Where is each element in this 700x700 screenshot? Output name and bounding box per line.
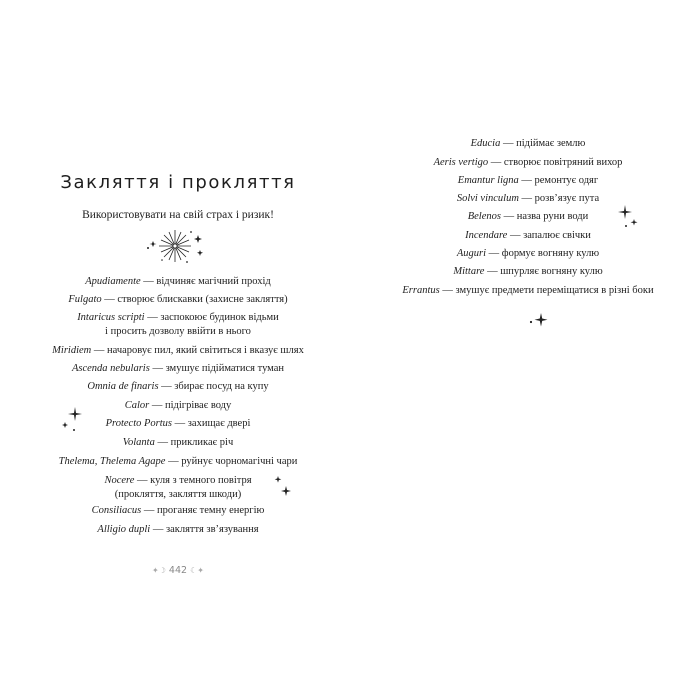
spell-description: — змушує предмети переміщатися в різні боки [440, 285, 654, 296]
spell-name: Fulgato [68, 294, 102, 305]
star-icon: ✦ [197, 566, 204, 575]
spell-description: — формує вогняну кулю [486, 248, 599, 259]
page-number [20, 565, 336, 576]
spell-entry [370, 137, 686, 151]
spell-name: Ascenda nebularis [71, 363, 150, 374]
spell-description: — запалює свічки [507, 230, 591, 241]
spell-description: — заспокоює будинок відьми [145, 312, 279, 323]
spell-description: — створює повітряний вихор [488, 157, 622, 168]
spell-description: — підіймає землю [500, 138, 585, 149]
spell-name: Nocere [104, 475, 135, 486]
spell-entry [20, 275, 336, 289]
spell-entry [20, 344, 336, 358]
spell-name: Alligio dupli [97, 524, 151, 535]
spell-name: Solvi vinculum [456, 193, 519, 204]
spell-name: Auguri [456, 248, 487, 259]
sparkle-icon [617, 203, 641, 231]
spell-description-continued: і просить дозволу ввійти в нього [105, 326, 251, 337]
spell-name: Educia [470, 138, 501, 149]
spell-name: Miridiem [52, 345, 92, 356]
spell-name: Intaricus scripti [77, 312, 145, 323]
spell-entry [20, 362, 336, 376]
spell-name: Omnia de finaris [87, 381, 159, 392]
spell-name: Aeris vertigo [433, 157, 489, 168]
spell-entry [20, 436, 336, 450]
spell-description: — куля з темного повітря [134, 475, 251, 486]
spell-description: — збирає посуд на купу [159, 381, 269, 392]
spell-name: Thelema, Thelema Agape [58, 456, 166, 467]
spell-description: — підігріває воду [149, 400, 231, 411]
spell-description: — закляття зв’язування [150, 524, 258, 535]
spell-entry [20, 311, 336, 339]
spell-name: Errantus [402, 285, 440, 296]
spell-description: — руйнує чорномагічні чари [165, 456, 297, 467]
spell-entry [370, 156, 686, 170]
spell-description: — розв’язує пута [519, 193, 599, 204]
spell-description: — змушує підійматися туман [150, 363, 284, 374]
page-subtitle: Використовувати на свій страх і ризик! [82, 209, 274, 221]
spell-entry [370, 174, 686, 188]
sparkle-icon [268, 474, 294, 504]
spell-description: — прикликає річ [155, 437, 233, 448]
moon-icon: ☽ [158, 566, 166, 575]
spell-entry [370, 265, 686, 279]
sparkle-icon [524, 311, 550, 331]
spell-description: — захищає двері [172, 418, 250, 429]
spell-description: — начаровує пил, який світиться і вказує шлях [91, 345, 304, 356]
sparkle-icon [59, 405, 85, 435]
spell-entry [370, 247, 686, 261]
spell-description: — створює блискавки (захисне закляття) [102, 294, 288, 305]
spell-description: — відчиняє магічний прохід [141, 276, 271, 287]
spell-description-continued: (прокляття, закляття шкоди) [114, 489, 242, 500]
spell-description: — проганяє темну енергію [141, 505, 264, 516]
spell-entry [20, 293, 336, 307]
spell-name: Consiliacus [91, 505, 142, 516]
spell-description: — назва руни води [501, 211, 588, 222]
spell-entry [20, 380, 336, 394]
spell-name: Belenos [467, 211, 501, 222]
spell-entry [20, 504, 336, 518]
spell-name: Apudiamente [85, 276, 141, 287]
spell-entry [20, 523, 336, 537]
spell-entry [20, 455, 336, 469]
spell-name: Mittare [453, 266, 485, 277]
spell-name: Calor [124, 400, 150, 411]
spell-entry [370, 229, 686, 243]
spell-description: — ремонтує одяг [519, 175, 598, 186]
spell-name: Protecto Portus [105, 418, 173, 429]
moon-icon: ☾ [190, 566, 198, 575]
spell-name: Volanta [122, 437, 155, 448]
starburst-icon [140, 224, 210, 268]
page-title: Закляття і прокляття [60, 172, 296, 193]
page-number-value: 442 [168, 565, 188, 576]
spell-name: Emantur ligna [457, 175, 519, 186]
star-icon: ✦ [152, 566, 159, 575]
spell-entry [370, 284, 686, 298]
spell-name: Incendare [465, 230, 508, 241]
spell-description: — шпурляє вогняну кулю [484, 266, 602, 277]
